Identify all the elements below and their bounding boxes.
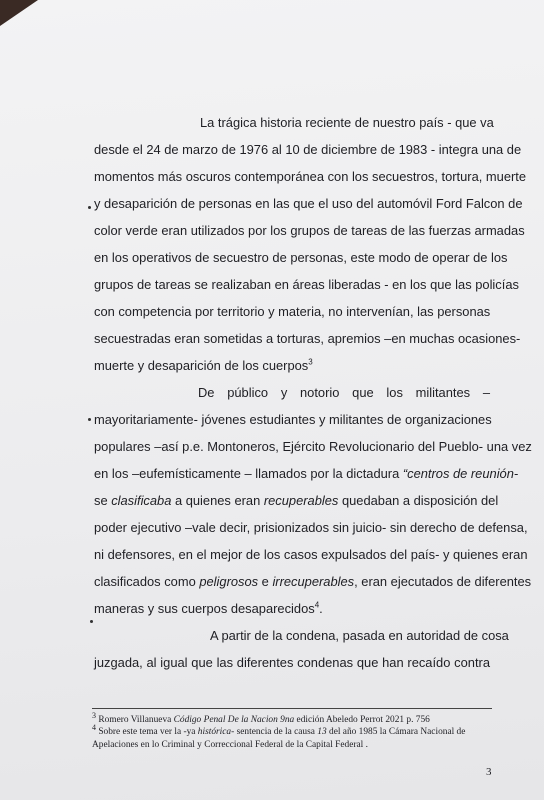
body-line: y desaparición de personas en las que el uso del automóvil Ford Falcon de xyxy=(94,196,523,211)
body-line: poder ejecutivo –vale decir, prisionizados sin juicio- sin derecho de defensa, xyxy=(94,520,528,535)
italic-text: clasificaba xyxy=(111,493,172,508)
body-text: a quienes eran xyxy=(171,493,264,508)
body-text: , eran ejecutados de diferentes xyxy=(354,574,532,589)
body-text: e xyxy=(258,574,273,589)
body-line: ni defensores, en el mejor de los casos expulsados del país- y quienes eran xyxy=(94,547,528,562)
footnote-text: Romero Villanueva xyxy=(96,715,174,725)
body-line: maneras y sus cuerpos desaparecidos$^4$. xyxy=(94,600,323,616)
body-line xyxy=(94,358,490,374)
footnote-4-continued: Apelaciones en lo Criminal y Correccional Federal de la Capital Federal . xyxy=(92,740,368,750)
footnote-4 xyxy=(92,722,498,738)
footnote-ref: 3 xyxy=(308,357,313,367)
footnote-text: - sentencia de la causa xyxy=(231,727,318,737)
italic-text: peligrosos xyxy=(199,574,259,589)
body-line: con competencia por territorio y materia, no intervenían, las personas xyxy=(94,304,491,319)
page-number: 3 xyxy=(486,766,492,778)
footnote-text: del año 1985 la Cámara Nacional de xyxy=(326,727,466,737)
body-line: momentos más oscuros contemporánea con los secuestros, tortura, muerte xyxy=(94,169,527,184)
body-line xyxy=(94,574,532,590)
body-line: La trágica historia reciente de nuestro país - que va xyxy=(200,115,494,130)
italic-text: recuperables xyxy=(263,493,339,508)
body-line: en los operativos de secuestro de personas, este modo de operar de los xyxy=(94,250,508,265)
body-line xyxy=(94,493,499,509)
margin-mark xyxy=(88,206,91,209)
body-line: desde el 24 de marzo de 1976 al 10 de diciembre de 1983 - integra una de xyxy=(94,142,522,157)
body-line: grupos de tareas se realizaban en áreas liberadas - en los que las policías xyxy=(94,277,519,292)
footnote-divider xyxy=(92,708,492,709)
footnote-number: 3 xyxy=(92,710,96,720)
italic-text: irrecuperables xyxy=(272,574,355,589)
body-line: populares –así p.e. Montoneros, Ejército Revolucionario del Pueblo- una vez xyxy=(94,439,532,454)
footnote-italic: histórica xyxy=(197,727,232,737)
body-text: quedaban a disposición del xyxy=(338,493,499,508)
body-line: A partir de la condena, pasada en autoridad de cosa xyxy=(210,628,509,643)
body-line: juzgada, al igual que las diferentes condenas que han recaído contra xyxy=(94,655,490,670)
body-text: clasificados como xyxy=(94,574,200,589)
footnote-italic: Código Penal De la Nacion 9na xyxy=(173,715,295,725)
body-line: color verde eran utilizados por los grupos de tareas de las fuerzas armadas xyxy=(94,223,525,238)
body-line xyxy=(94,466,519,482)
body-text: maneras y sus cuerpos desaparecidos xyxy=(94,601,315,616)
footnote-ref: 4 xyxy=(314,600,320,610)
margin-mark xyxy=(88,418,91,421)
body-text: muerte y desaparición de los cuerpos xyxy=(94,358,309,373)
body-text: se xyxy=(94,493,112,508)
body-line: mayoritariamente- jóvenes estudiantes y militantes de organizaciones xyxy=(94,412,492,427)
body-text: en los –eufemísticamente – llamados por la dictadura xyxy=(94,466,403,481)
footnote-text: edición Abeledo Perrot 2021 p. 756 xyxy=(294,715,430,725)
footnote-number: 4 xyxy=(92,722,96,732)
footnote-italic: 13 xyxy=(317,727,327,737)
body-line: De público y notorio que los militantes – xyxy=(198,385,490,400)
page-corner-shadow xyxy=(0,0,38,26)
italic-text: “centros de reunión- xyxy=(402,466,519,481)
body-line: secuestradas eran sometidas a torturas, apremios –en muchas ocasiones- xyxy=(94,331,521,346)
margin-mark xyxy=(90,620,93,623)
footnote-text: Sobre este tema ver la -ya xyxy=(96,727,198,737)
footnote-3 xyxy=(92,710,498,726)
